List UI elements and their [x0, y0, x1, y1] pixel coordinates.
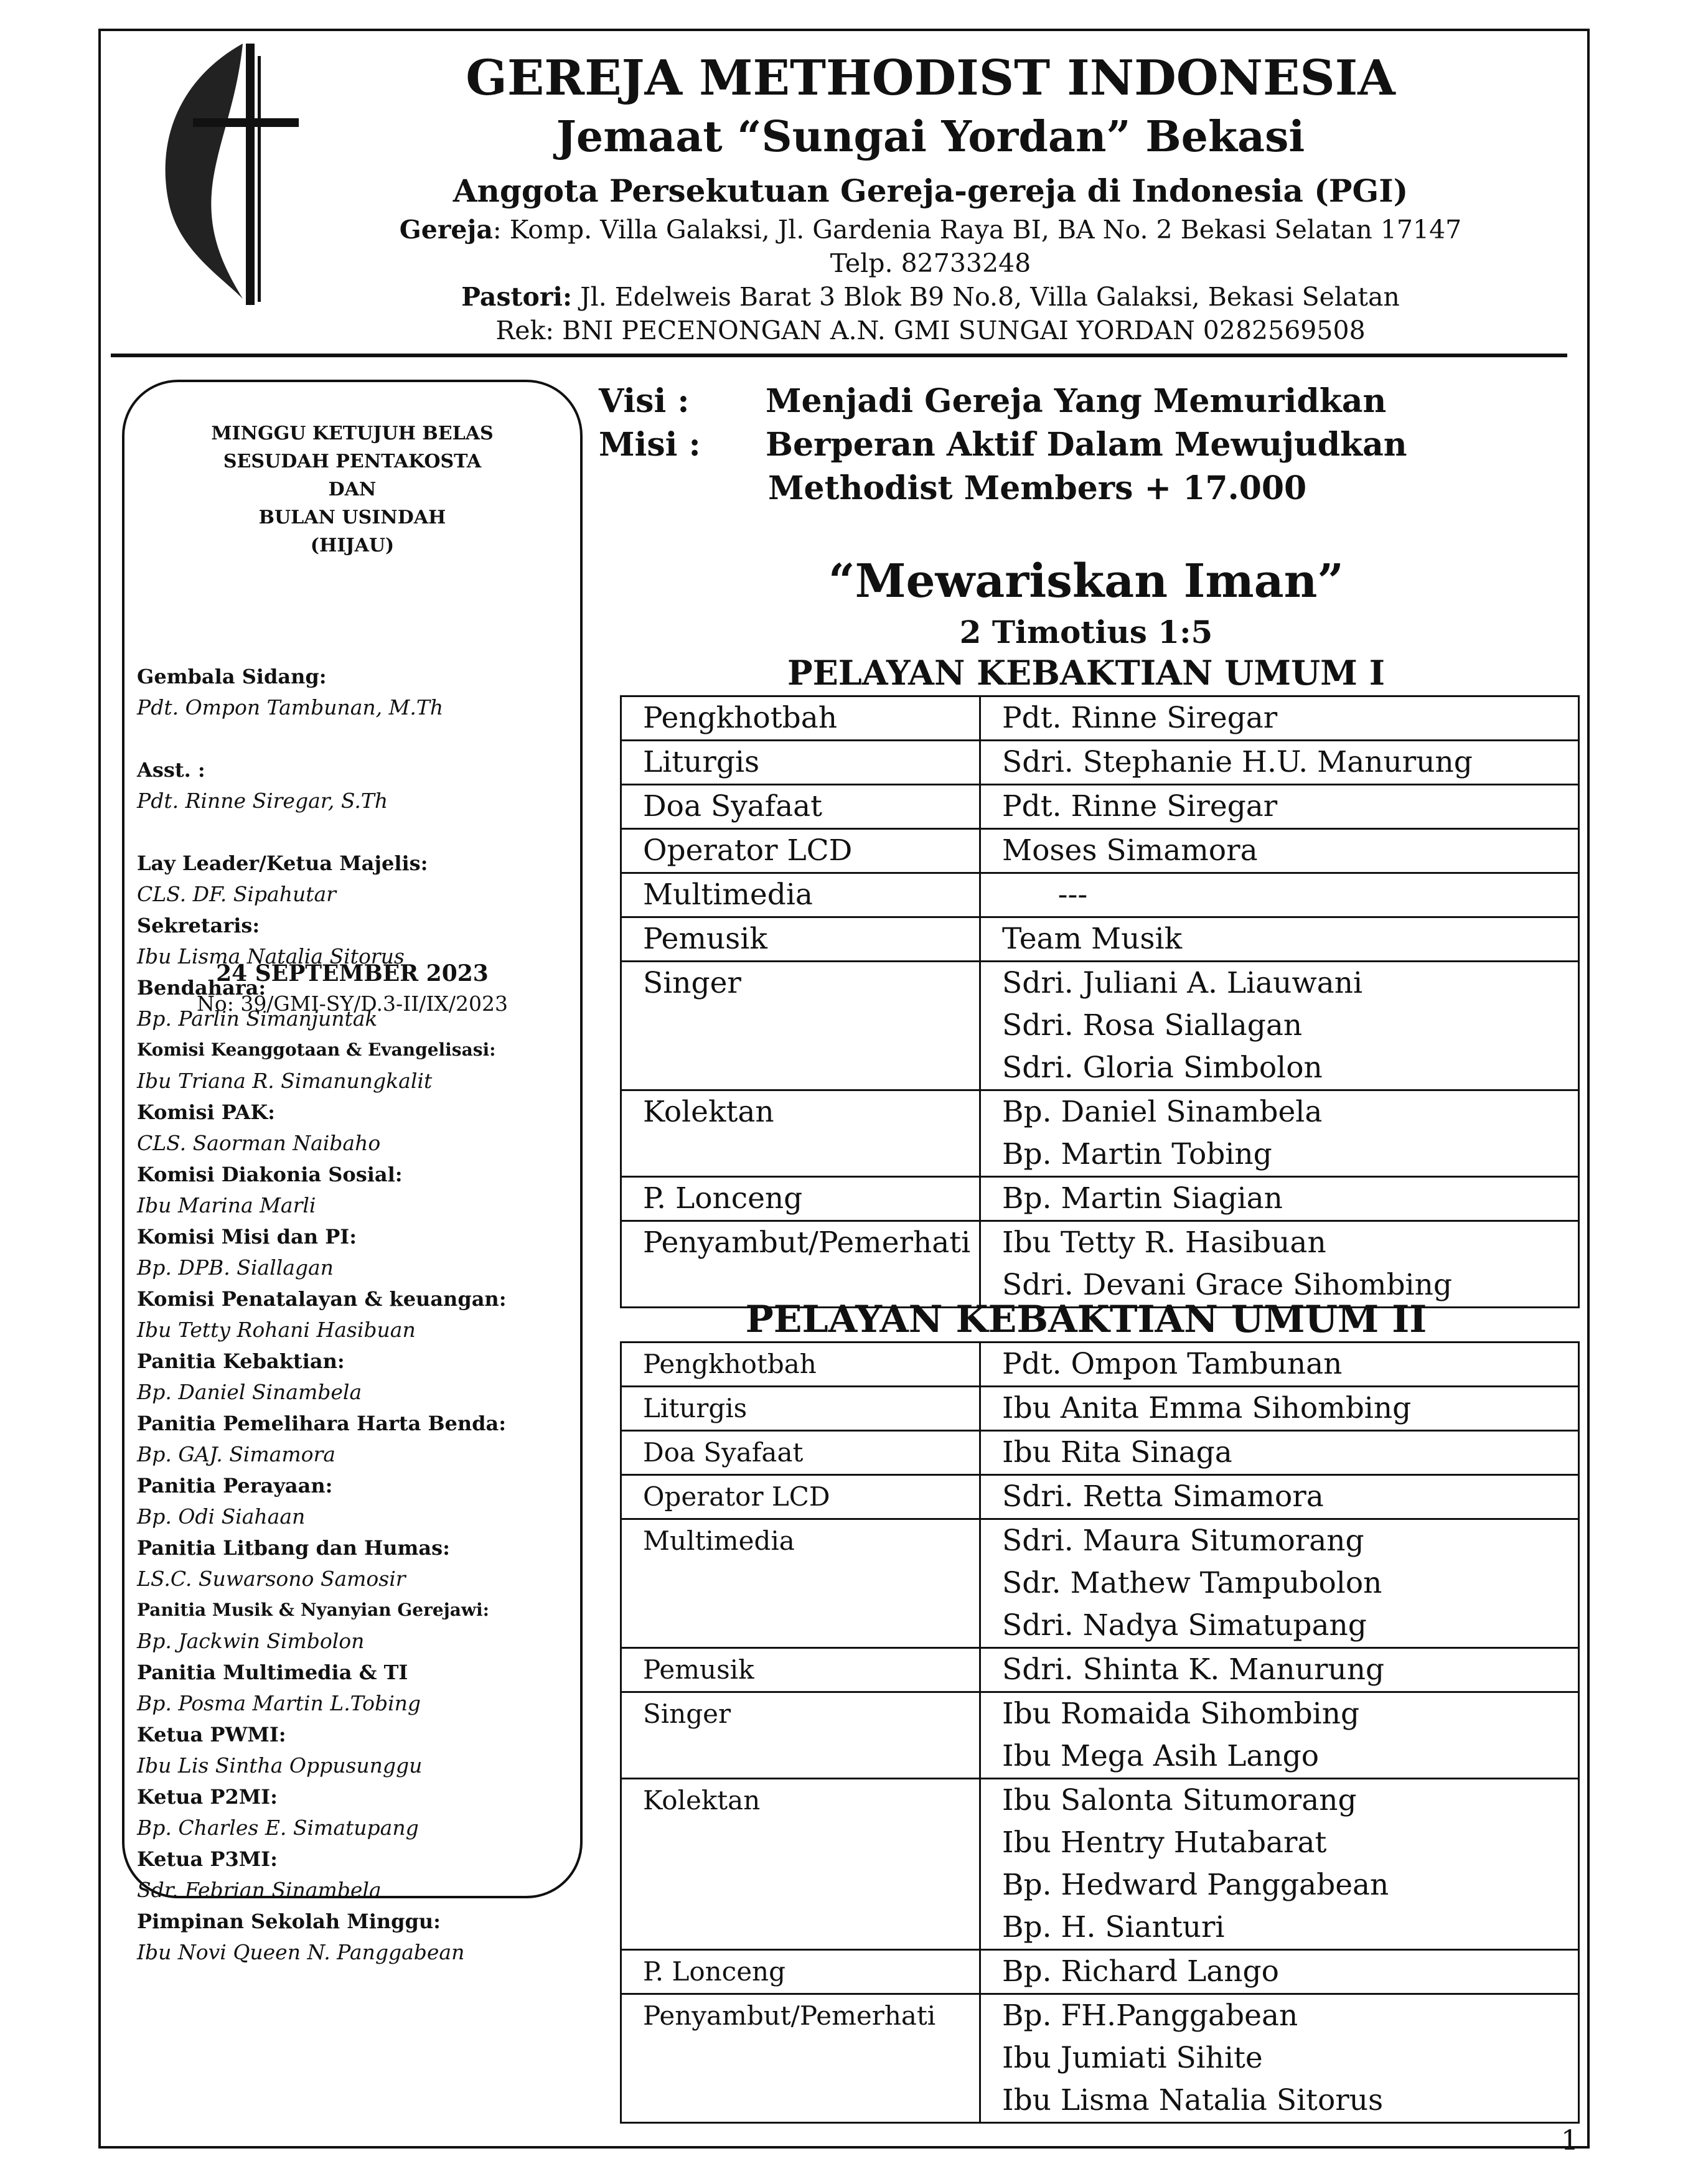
person-name: Sdr. Mathew Tampubolon	[1002, 1566, 1382, 1600]
table-row	[621, 741, 1579, 785]
person-name: Sdri. Shinta K. Manurung	[1002, 1652, 1385, 1687]
names-cell	[980, 1950, 1579, 1994]
person-name: Sdri. Stephanie H.U. Manurung	[1002, 745, 1473, 779]
officer-name: Ibu Lisma Natalia Sitorus	[137, 944, 405, 968]
table-row	[621, 1648, 1579, 1692]
officer-label: Komisi Diakonia Sosial:	[137, 1163, 403, 1186]
role-cell: Operator LCD	[621, 829, 980, 873]
service-2-title: PELAYAN KEBAKTIAN UMUM II	[745, 1298, 1427, 1341]
person-name: Moses Simamora	[1002, 833, 1258, 868]
person-name: Ibu Mega Asih Lango	[1002, 1739, 1320, 1773]
person-name: Sdri. Nadya Simatupang	[1002, 1608, 1367, 1643]
table-row	[621, 696, 1579, 741]
officer-label: Panitia Perayaan:	[137, 1474, 333, 1497]
officer-name: Sdr. Febrian Sinambela	[137, 1878, 382, 1902]
vision-mission	[599, 380, 1570, 510]
person-name: Ibu Romaida Sihombing	[1002, 1697, 1360, 1731]
scripture-reference: 2 Timotius 1:5	[959, 614, 1213, 650]
role-cell: Pengkhotbah	[621, 1343, 980, 1387]
officer-name: Bp. DPB. Siallagan	[137, 1255, 334, 1280]
phone-number: Telp. 82733248	[830, 248, 1031, 278]
role-cell: Multimedia	[621, 873, 980, 917]
officer-name: Ibu Triana R. Simanungkalit	[137, 1069, 433, 1093]
church-name: GEREJA METHODIST INDONESIA	[466, 50, 1395, 106]
person-name: Bp. H. Sianturi	[1002, 1910, 1225, 1944]
officer-label: Ketua P2MI:	[137, 1785, 278, 1809]
page-number: 1	[1561, 2125, 1578, 2157]
parsonage-label: Pastori:	[461, 282, 573, 312]
role-cell: Liturgis	[621, 1387, 980, 1431]
church-header	[293, 49, 1568, 347]
officer-name: Bp. Odi Siahaan	[137, 1504, 306, 1529]
officer-name: Bp. Posma Martin L.Tobing	[137, 1691, 421, 1715]
person-name: Bp. Daniel Sinambela	[1002, 1095, 1323, 1129]
role-cell: Penyambut/Pemerhati	[621, 1994, 980, 2123]
person-name: ---	[1002, 878, 1088, 912]
names-cell	[980, 917, 1579, 962]
sermon-title: “Mewariskan Iman”	[828, 555, 1344, 608]
role-cell: P. Lonceng	[621, 1950, 980, 1994]
person-name: Sdri. Retta Simamora	[1002, 1479, 1324, 1514]
heading-line: DAN	[328, 479, 377, 500]
service-1-table	[620, 695, 1580, 1308]
person-name: Pdt. Rinne Siregar	[1002, 789, 1278, 823]
officer-name: Ibu Novi Queen N. Panggabean	[137, 1940, 465, 1964]
bulletin-date: 24 SEPTEMBER 2023	[216, 960, 489, 987]
person-name: Bp. Martin Tobing	[1002, 1137, 1272, 1171]
officer-name: Bp. Charles E. Simatupang	[137, 1816, 419, 1840]
heading-line: BULAN USINDAH	[258, 507, 446, 528]
person-name: Ibu Jumiati Sihite	[1002, 2041, 1263, 2075]
table-row	[621, 873, 1579, 917]
service-1-title: PELAYAN KEBAKTIAN UMUM I	[787, 653, 1385, 693]
role-cell: Pengkhotbah	[621, 696, 980, 741]
vision-text: Menjadi Gereja Yang Memuridkan	[766, 382, 1387, 420]
table-row	[621, 1177, 1579, 1221]
officer-name: Bp. Jackwin Simbolon	[137, 1629, 365, 1653]
person-name: Sdri. Maura Situmorang	[1002, 1524, 1364, 1558]
person-name: Ibu Salonta Situmorang	[1002, 1783, 1357, 1817]
names-cell	[980, 1994, 1579, 2123]
table-row	[621, 1950, 1579, 1994]
church-address	[293, 213, 1568, 246]
names-cell	[980, 785, 1579, 829]
cross-and-flame-icon	[149, 37, 305, 311]
role-cell: Pemusik	[621, 917, 980, 962]
role-cell: Penyambut/Pemerhati	[621, 1221, 980, 1308]
officer-label: Panitia Litbang dan Humas:	[137, 1536, 450, 1560]
person-name: Bp. Hedward Panggabean	[1002, 1868, 1389, 1902]
officer-label: Gembala Sidang:	[137, 665, 327, 688]
heading-line: MINGGU KETUJUH BELAS	[211, 423, 494, 444]
person-name: Sdri. Gloria Simbolon	[1002, 1051, 1323, 1085]
officer-label: Komisi Keanggotaan & Evangelisasi:	[137, 1039, 496, 1060]
table-row	[621, 829, 1579, 873]
officer-name: CLS. Saorman Naibaho	[137, 1131, 381, 1155]
vision-label: Visi :	[599, 382, 690, 420]
officer-name: Bp. Parlin Simanjuntak	[137, 1006, 378, 1031]
officer-label: Panitia Multimedia & TI	[137, 1661, 408, 1684]
person-name: Ibu Lisma Natalia Sitorus	[1002, 2083, 1384, 2117]
person-name: Ibu Anita Emma Sihombing	[1002, 1391, 1412, 1425]
table-row	[621, 1692, 1579, 1779]
role-cell: Kolektan	[621, 1779, 980, 1950]
officer-label: Komisi PAK:	[137, 1100, 275, 1124]
role-cell: Pemusik	[621, 1648, 980, 1692]
officer-label: Lay Leader/Ketua Majelis:	[137, 851, 428, 875]
person-name: Bp. Richard Lango	[1002, 1954, 1279, 1989]
parsonage-value: Jl. Edelweis Barat 3 Blok B9 No.8, Villa Galaksi, Bekasi Selatan	[572, 282, 1400, 312]
table-row	[621, 1431, 1579, 1475]
person-name: Team Musik	[1002, 922, 1183, 956]
officer-name: Bp. Daniel Sinambela	[137, 1380, 362, 1404]
church-address-label: Gereja	[399, 215, 493, 245]
table-row	[621, 917, 1579, 962]
mission-text: Berperan Aktif Dalam Mewujudkan	[766, 426, 1407, 464]
heading-line: (HIJAU)	[310, 535, 395, 556]
person-name: Ibu Hentry Hutabarat	[1002, 1825, 1327, 1860]
names-cell	[980, 1519, 1579, 1648]
officer-label: Bendahara:	[137, 976, 266, 1000]
person-name: Pdt. Rinne Siregar	[1002, 701, 1278, 735]
table-row	[621, 1090, 1579, 1177]
person-name: Bp. FH.Panggabean	[1002, 1999, 1298, 2033]
role-cell: Singer	[621, 1692, 980, 1779]
names-cell	[980, 741, 1579, 785]
officer-label: Ketua P3MI:	[137, 1847, 278, 1871]
names-cell	[980, 696, 1579, 741]
officer-label: Panitia Pemelihara Harta Benda:	[137, 1412, 507, 1435]
congregation-name: Jemaat “Sungai Yordan” Bekasi	[556, 112, 1305, 162]
role-cell: Singer	[621, 962, 980, 1090]
names-cell	[980, 829, 1579, 873]
officer-label: Pimpinan Sekolah Minggu:	[137, 1910, 441, 1933]
bank-account: Rek: BNI PECENONGAN A.N. GMI SUNGAI YORDAN 0282569508	[495, 316, 1366, 345]
person-name: Sdri. Rosa Siallagan	[1002, 1008, 1303, 1043]
role-cell: Doa Syafaat	[621, 1431, 980, 1475]
heading-line: SESUDAH PENTAKOSTA	[223, 451, 482, 472]
names-cell	[980, 1779, 1579, 1950]
liturgical-heading	[124, 419, 580, 560]
person-name: Ibu Rita Sinaga	[1002, 1435, 1232, 1469]
officer-name: Ibu Lis Sintha Oppusunggu	[137, 1753, 423, 1778]
header-divider	[111, 354, 1567, 357]
person-name: Ibu Tetty R. Hasibuan	[1002, 1226, 1326, 1260]
names-cell	[980, 962, 1579, 1090]
person-name: Sdri. Juliani A. Liauwani	[1002, 966, 1363, 1000]
person-name: Pdt. Ompon Tambunan	[1002, 1347, 1343, 1381]
officer-label: Panitia Kebaktian:	[137, 1349, 345, 1373]
officer-name: Bp. GAJ. Simamora	[137, 1442, 335, 1466]
role-cell: Kolektan	[621, 1090, 980, 1177]
officer-name: Pdt. Ompon Tambunan, M.Th	[137, 695, 444, 719]
parsonage-address	[293, 280, 1568, 314]
table-row	[621, 1343, 1579, 1387]
officer-name: CLS. DF. Sipahutar	[137, 882, 336, 906]
names-cell	[980, 1431, 1579, 1475]
table-row	[621, 1387, 1579, 1431]
officers-list	[137, 661, 573, 1968]
role-cell: Doa Syafaat	[621, 785, 980, 829]
membership-line: Anggota Persekutuan Gereja-gereja di Indonesia (PGI)	[452, 172, 1409, 209]
role-cell: Operator LCD	[621, 1475, 980, 1519]
service-2-table	[620, 1341, 1580, 2124]
names-cell	[980, 1692, 1579, 1779]
table-row	[621, 1994, 1579, 2123]
sermon-theme	[598, 550, 1575, 652]
role-cell: P. Lonceng	[621, 1177, 980, 1221]
bulletin-number: No: 39/GMI-SY/D.3-II/IX/2023	[196, 991, 509, 1016]
names-cell	[980, 1343, 1579, 1387]
officer-label: Ketua PWMI:	[137, 1723, 286, 1746]
officer-label: Panitia Musik & Nyanyian Gerejawi:	[137, 1600, 489, 1620]
names-cell	[980, 873, 1579, 917]
table-row	[621, 1475, 1579, 1519]
names-cell	[980, 1177, 1579, 1221]
table-row	[621, 1779, 1579, 1950]
officer-name: Ibu Tetty Rohani Hasibuan	[137, 1318, 416, 1342]
table-row	[621, 962, 1579, 1090]
mission-text-continued: Methodist Members + 17.000	[768, 469, 1307, 507]
names-cell	[980, 1648, 1579, 1692]
person-name: Sdri. Devani Grace Sihombing	[1002, 1268, 1452, 1302]
person-name: Bp. Martin Siagian	[1002, 1181, 1283, 1216]
names-cell	[980, 1090, 1579, 1177]
role-cell: Liturgis	[621, 741, 980, 785]
table-row	[621, 1519, 1579, 1648]
mission-label: Misi :	[599, 426, 701, 464]
role-cell: Multimedia	[621, 1519, 980, 1648]
officer-label: Komisi Misi dan PI:	[137, 1225, 357, 1249]
table-row	[621, 785, 1579, 829]
officer-name: LS.C. Suwarsono Samosir	[137, 1567, 406, 1591]
names-cell	[980, 1387, 1579, 1431]
church-address-value: : Komp. Villa Galaksi, Jl. Gardenia Raya BI, BA No. 2 Bekasi Selatan 17147	[492, 215, 1462, 245]
officer-name: Pdt. Rinne Siregar, S.Th	[137, 789, 388, 813]
officer-label: Komisi Penatalayan & keuangan:	[137, 1287, 507, 1311]
officer-label: Sekretaris:	[137, 914, 260, 937]
officer-label: Asst. :	[137, 758, 205, 782]
names-cell	[980, 1475, 1579, 1519]
officer-name: Ibu Marina Marli	[137, 1193, 316, 1217]
